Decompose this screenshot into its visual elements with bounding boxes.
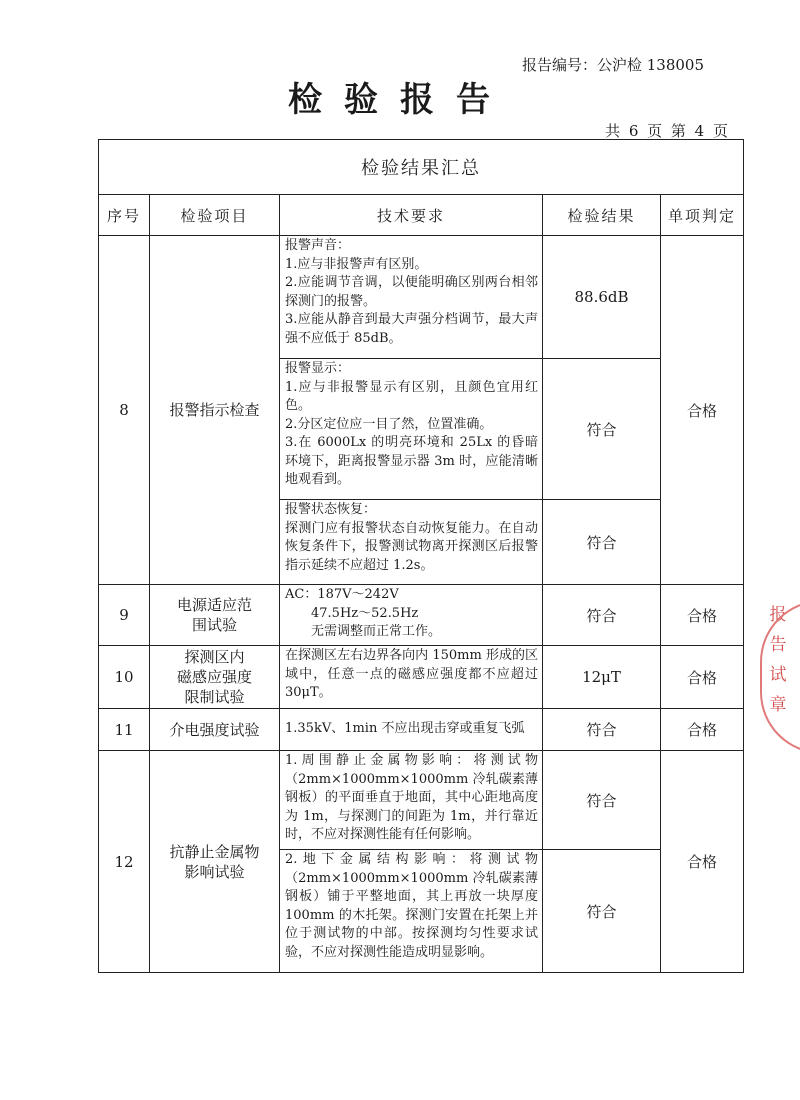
result-cell: 符合 [543, 500, 661, 585]
row-number: 9 [99, 585, 150, 646]
seal-char: 报 [769, 605, 787, 625]
judgement-cell: 合格 [661, 751, 744, 973]
requirement-line: 3.应能从静音到最大声强分档调节，最大声强不应低于 85dB。 [285, 312, 538, 346]
test-item-name-line: 抗静止金属物 [169, 842, 260, 861]
requirement-cell [280, 236, 543, 359]
test-item-name: 介电强度试验 [150, 709, 280, 751]
test-item-name-line: 磁感应强度 [176, 668, 252, 686]
col-header-judgement: 单项判定 [661, 195, 744, 236]
row-number: 11 [99, 709, 150, 751]
page-info: 共 6 页 第 4 页 [605, 122, 728, 140]
requirement-line: 1.应与非报警显示有区别，且颜色宜用红色。 [285, 379, 538, 413]
judgement-cell: 合格 [661, 709, 744, 751]
table-row [99, 751, 744, 850]
result-cell: 符合 [543, 359, 661, 500]
requirement-cell: 1.周围静止金属物影响：将测试物（2mm×1000mm×1000mm 冷轧碳素薄钢板）的平面垂直于地面，其中心距地高度为 1m，与探测门的间距为 1m，并行靠近时，不应对探测性能有任何影响。 [280, 751, 543, 850]
row-number: 8 [99, 236, 150, 585]
table-row [99, 646, 744, 709]
requirement-line: 1.应与非报警声有区别。 [285, 256, 428, 272]
test-item-name [150, 751, 280, 973]
official-seal [756, 600, 800, 750]
requirement-line: 2.分区定位应一目了然，位置准确。 [285, 416, 493, 432]
row-number: 12 [99, 751, 150, 973]
requirement-line: 3.在 6000Lx 的明亮环境和 25Lx 的昏暗环境下，距离报警显示器 3m 时，应能清晰地观看到。 [285, 435, 538, 487]
requirement-line: 报警状态恢复： [285, 502, 377, 517]
test-item-name [150, 646, 280, 709]
test-item-name: 电源适应范围试验 [150, 585, 280, 646]
requirement-cell [280, 500, 543, 585]
report-number: 报告编号：公沪检 138005 [521, 56, 704, 74]
result-cell: 符合 [543, 751, 661, 850]
result-cell: 符合 [543, 850, 661, 973]
table-row [99, 585, 744, 646]
result-cell: 符合 [543, 585, 661, 646]
summary-title: 检验结果汇总 [99, 140, 744, 195]
requirement-cell [280, 585, 543, 646]
requirement-line: 无需调整而正常工作。 [311, 624, 442, 639]
col-header-item: 检验项目 [150, 195, 280, 236]
seal-char: 告 [769, 635, 787, 655]
col-header-result: 检验结果 [543, 195, 661, 236]
table-header [99, 195, 744, 236]
table-row [99, 709, 744, 751]
requirement-line: 报警显示： [285, 361, 351, 376]
requirement-line: 47.5Hz～52.5Hz [311, 605, 419, 621]
result-cell: 12μT [543, 646, 661, 709]
seal-char: 试 [769, 665, 787, 685]
requirement-cell: 2.地下金属结构影响：将测试物（2mm×1000mm×1000mm 冷轧碳素薄钢板）铺于平整地面，其上再放一块厚度 100mm 的木托架。探测门安置在托架上并位于测试物的中部。按探测均匀性要求试验，不应对探测性能造成明显影响。 [280, 850, 543, 973]
requirement-line: 报警声音： [285, 238, 351, 253]
judgement-cell: 合格 [661, 646, 744, 709]
test-item-name: 报警指示检查 [150, 236, 280, 585]
requirement-cell: 1.35kV、1min 不应出现击穿或重复飞弧 [280, 709, 543, 751]
judgement-cell: 合格 [661, 236, 744, 585]
results-table [98, 139, 744, 973]
page-title: 检验报告 [288, 80, 512, 120]
requirement-line: 探测门应有报警状态自动恢复能力。在自动恢复条件下，报警测试物离开探测区后报警指示延续不应超过 1.2s。 [285, 520, 538, 573]
requirement-line: AC：187V～242V [285, 587, 399, 602]
row-number: 10 [99, 646, 150, 709]
test-item-name-line: 影响试验 [184, 862, 245, 881]
col-header-requirement: 技术要求 [280, 195, 543, 236]
col-header-no: 序号 [99, 195, 150, 236]
judgement-cell: 合格 [661, 585, 744, 646]
test-item-name-line: 限制试验 [184, 688, 245, 706]
table-row [99, 236, 744, 359]
requirement-cell [280, 359, 543, 500]
result-cell: 符合 [543, 709, 661, 751]
requirement-line: 2.应能调节音调，以便能明确区别两台相邻探测门的报警。 [285, 275, 538, 309]
test-item-name-line: 探测区内 [184, 648, 245, 666]
result-cell: 88.6dB [543, 236, 661, 359]
seal-char: 章 [769, 695, 787, 715]
requirement-cell: 在探测区左右边界各向内 150mm 形成的区域中，任意一点的磁感应强度都不应超过 30μT。 [280, 646, 543, 709]
